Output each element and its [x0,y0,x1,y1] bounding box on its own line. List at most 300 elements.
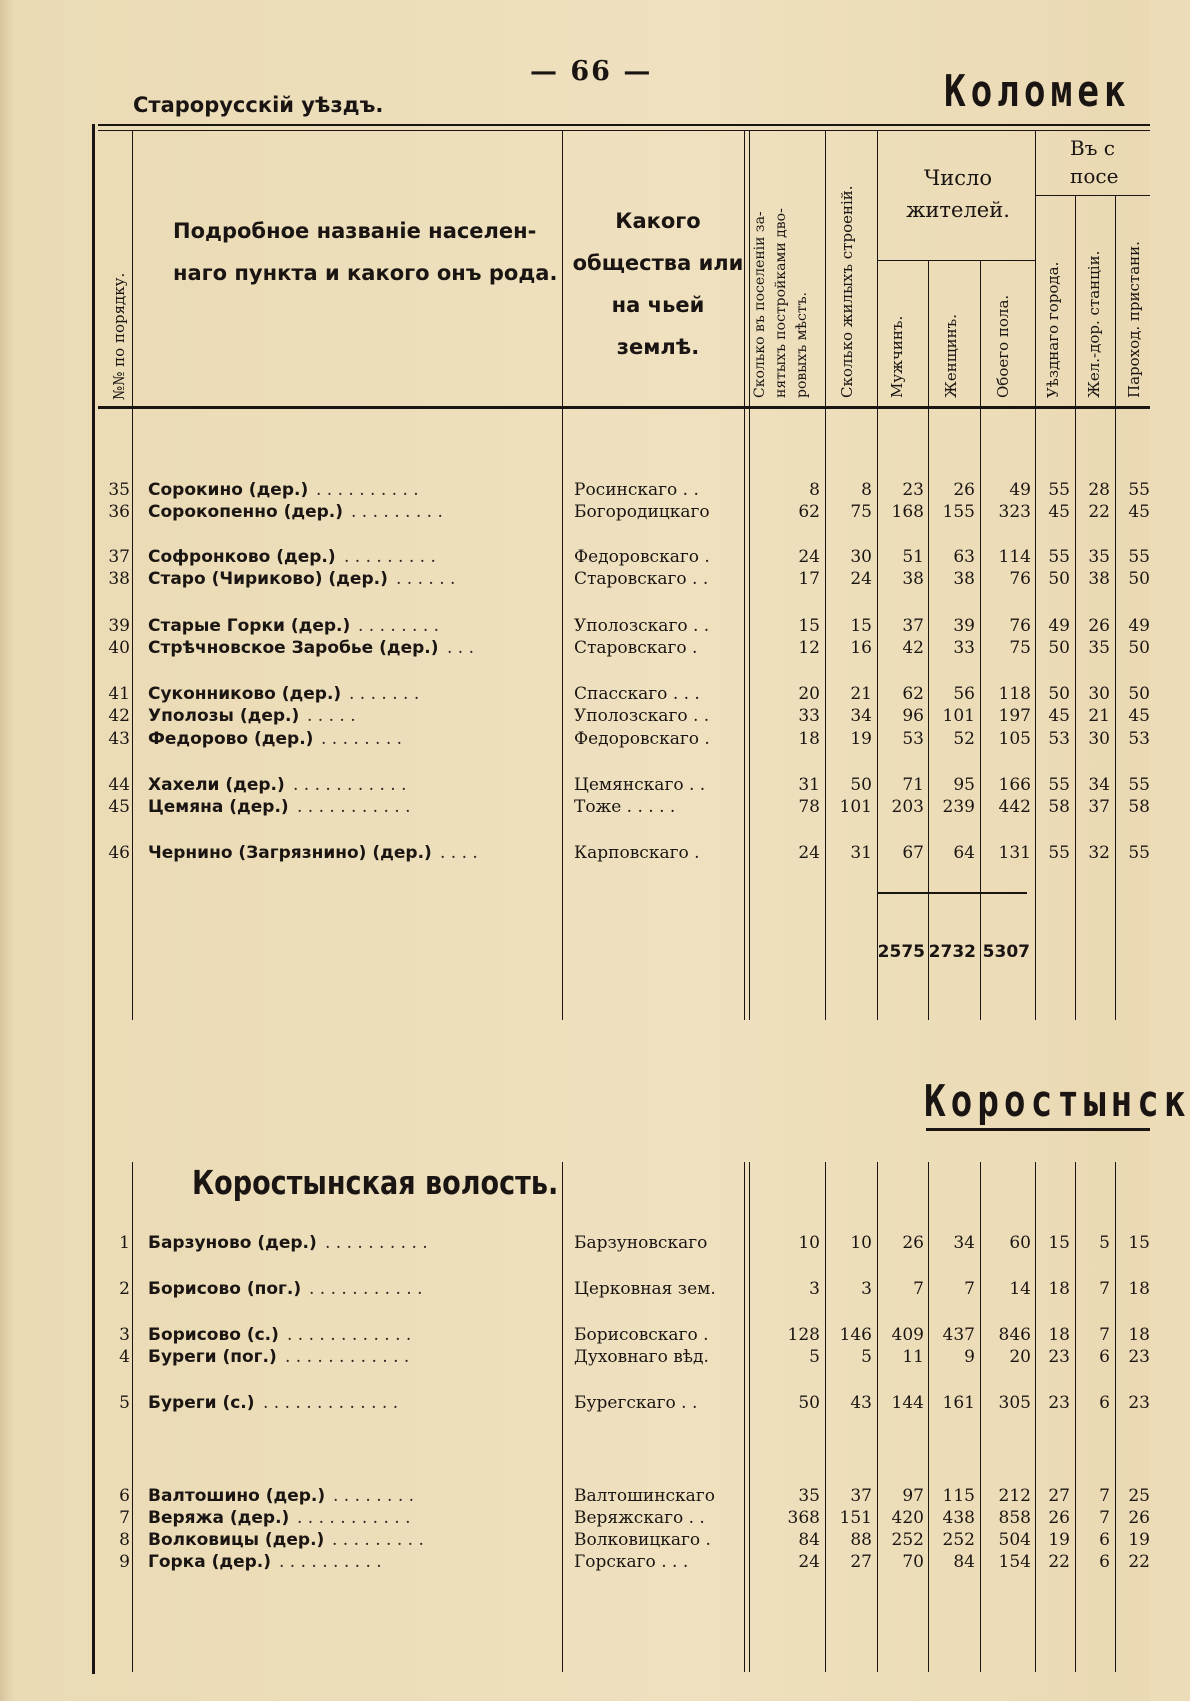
cell-m: 409 [891,1325,924,1345]
volost-heading-underline [926,1128,1150,1131]
cell-h: 128 [787,1325,820,1345]
cell-d1: 55 [1048,843,1070,863]
cell-w: 33 [953,638,975,658]
cell-d3: 45 [1128,502,1150,522]
society-name: Старовскаго . [574,638,698,658]
distance-subrule [1035,195,1150,196]
society-name: Уполозскаго . . [574,616,710,636]
cell-d1: 55 [1048,775,1070,795]
cell-b: 88 [850,1530,872,1550]
settlement-name: Борисово (пог.) [148,1279,302,1299]
header-bottom-rule [98,406,1150,409]
table-row [0,1347,1150,1369]
society-name: Тоже . . . . . [574,797,676,817]
row-number: 42 [108,706,130,726]
header-both: Обоего пола. [994,294,1012,398]
cell-h: 78 [798,797,820,817]
cell-d3: 18 [1128,1325,1150,1345]
cell-m: 252 [891,1530,924,1550]
row-number: 35 [108,480,130,500]
header-num: №№ по порядку. [110,272,128,400]
cell-d2: 21 [1088,706,1110,726]
settlement-name: Старо (Чириково) (дер.) [148,569,388,589]
leader-dots: . . . . . . . . . . . . . [263,1393,399,1413]
cell-t: 76 [1009,616,1031,636]
cell-h: 368 [787,1508,820,1528]
cell-w: 101 [942,706,975,726]
header-households: Сколько въ поселеніи за- нятыхъ постройками дво- ровыхъ мѣстъ. [752,208,810,398]
cell-h: 20 [798,684,820,704]
society-name: Федоровскаго . [574,729,710,749]
cell-t: 305 [998,1393,1031,1413]
row-number: 8 [119,1530,130,1550]
cell-d1: 19 [1048,1530,1070,1550]
cell-d3: 15 [1128,1233,1150,1253]
cell-d3: 25 [1128,1486,1150,1506]
cell-b: 3 [861,1279,872,1299]
cell-d1: 50 [1048,638,1070,658]
header-rail: Жел.-дор. станціи. [1085,250,1103,398]
cell-b: 151 [839,1508,872,1528]
settlement-name: Волковицы (дер.) [148,1530,325,1550]
cell-t: 166 [998,775,1031,795]
table-row [0,616,1150,638]
cell-w: 437 [942,1325,975,1345]
cell-d2: 26 [1088,616,1110,636]
cell-b: 5 [861,1347,872,1367]
society-name: Федоровскаго . [574,547,710,567]
cell-h: 24 [798,547,820,567]
cell-m: 67 [902,843,924,863]
cell-h: 10 [798,1233,820,1253]
cell-d3: 58 [1128,797,1150,817]
row-number: 45 [108,797,130,817]
row-number: 36 [108,502,130,522]
society-name: Валтошинскаго [574,1486,715,1506]
leader-dots: . . . . . . . . [358,616,440,636]
cell-t: 323 [998,502,1031,522]
cell-w: 95 [953,775,975,795]
society-name: Цемянскаго . . [574,775,706,795]
cell-b: 34 [850,706,872,726]
cell-w: 39 [953,616,975,636]
settlement-name: Сорокопенно (дер.) [148,502,344,522]
table-row [0,480,1150,502]
cell-t: 858 [998,1508,1031,1528]
row-number: 1 [119,1233,130,1253]
col-line-9 [1075,195,1076,1020]
settlement-name: Стрѣчновское Заробье (дер.) [148,638,439,658]
cell-d1: 55 [1048,547,1070,567]
settlement-name: Старые Горки (дер.) [148,616,351,636]
society-name: Волковицкаго . [574,1530,711,1550]
settlement-name: Цемяна (дер.) [148,797,289,817]
settlement-name: Валтошино (дер.) [148,1486,326,1506]
cell-h: 5 [809,1347,820,1367]
cell-b: 24 [850,569,872,589]
cell-h: 33 [798,706,820,726]
cell-t: 212 [998,1486,1031,1506]
cell-w: 64 [953,843,975,863]
cell-m: 26 [902,1233,924,1253]
cell-w: 7 [964,1279,975,1299]
section-title-korostynskaya: Коростынская волость. [192,1163,559,1202]
cell-d3: 55 [1128,843,1150,863]
cell-d3: 26 [1128,1508,1150,1528]
table-row [0,775,1150,797]
row-number: 43 [108,729,130,749]
table-top-rule-thin [98,130,1150,131]
society-name: Уполозскаго . . [574,706,710,726]
cell-b: 50 [850,775,872,795]
society-name: Веряжскаго . . [574,1508,705,1528]
header-distance: Въ с посе [1070,136,1119,188]
settlement-name: Чернино (Загрязнино) (дер.) [148,843,432,863]
total-women: 2732 [928,942,976,962]
settlement-name: Веряжа (дер.) [148,1508,290,1528]
table-row [0,706,1150,728]
cell-t: 75 [1009,638,1031,658]
table-row [0,638,1150,660]
cell-t: 14 [1009,1279,1031,1299]
cell-w: 155 [942,502,975,522]
cell-h: 35 [798,1486,820,1506]
cell-m: 420 [891,1508,924,1528]
table-row [0,1393,1150,1415]
cell-t: 846 [998,1325,1031,1345]
settlement-name: Барзуново (дер.) [148,1233,317,1253]
cell-w: 239 [942,797,975,817]
cell-d2: 34 [1088,775,1110,795]
district-title: Старорусскій уѣздъ. [133,93,384,117]
cell-b: 21 [850,684,872,704]
cell-m: 97 [902,1486,924,1506]
leader-dots: . . . . . . . . . . . [297,797,411,817]
cell-d3: 45 [1128,706,1150,726]
leader-dots: . . . . . [307,706,356,726]
row-number: 7 [119,1508,130,1528]
cell-b: 10 [850,1233,872,1253]
cell-m: 62 [902,684,924,704]
leader-dots: . . . . . . . [349,684,420,704]
cell-d2: 37 [1088,797,1110,817]
header-name: Подробное названіе населен- наго пункта и какого онъ рода. [173,219,558,285]
leader-dots: . . . . . . . . [333,1486,415,1506]
society-name: Карповскаго . [574,843,700,863]
cell-d2: 32 [1088,843,1110,863]
volost-heading-top: Коломек [944,66,1131,117]
table-row [0,1325,1150,1347]
society-name: Старовскаго . . [574,569,709,589]
cell-b: 15 [850,616,872,636]
cell-d1: 45 [1048,706,1070,726]
cell-d2: 7 [1099,1279,1110,1299]
cell-w: 63 [953,547,975,567]
cell-h: 18 [798,729,820,749]
settlement-name: Буреги (пог.) [148,1347,277,1367]
cell-d2: 35 [1088,547,1110,567]
cell-w: 438 [942,1508,975,1528]
cell-t: 118 [998,684,1031,704]
cell-m: 38 [902,569,924,589]
cell-m: 51 [902,547,924,567]
cell-d3: 55 [1128,775,1150,795]
cell-w: 26 [953,480,975,500]
cell-w: 56 [953,684,975,704]
cell-d3: 18 [1128,1279,1150,1299]
cell-d2: 7 [1099,1325,1110,1345]
cell-d1: 45 [1048,502,1070,522]
row-number: 44 [108,775,130,795]
cell-b: 146 [839,1325,872,1345]
row-number: 4 [119,1347,130,1367]
table-row [0,1552,1150,1574]
header-pier: Пароход. пристани. [1125,241,1143,398]
cell-t: 114 [998,547,1031,567]
cell-d3: 50 [1128,638,1150,658]
cell-w: 161 [942,1393,975,1413]
table-row [0,684,1150,706]
row-number: 2 [119,1279,130,1299]
total-both: 5307 [982,942,1030,962]
settlement-name: Сорокино (дер.) [148,480,309,500]
cell-m: 11 [902,1347,924,1367]
row-number: 41 [108,684,130,704]
settlement-name: Уполозы (дер.) [148,706,300,726]
cell-m: 53 [902,729,924,749]
society-name: Барзуновскаго [574,1233,708,1253]
cell-d2: 7 [1099,1486,1110,1506]
cell-d1: 49 [1048,616,1070,636]
cell-d3: 50 [1128,569,1150,589]
cell-m: 37 [902,616,924,636]
cell-h: 31 [798,775,820,795]
leader-dots: . . . . . . . . [321,729,403,749]
cell-d2: 35 [1088,638,1110,658]
volost-heading-mid: Коростынск [924,1076,1190,1127]
cell-m: 7 [913,1279,924,1299]
settlement-name: Борисово (с.) [148,1325,279,1345]
cell-b: 101 [839,797,872,817]
settlement-name: Хахели (дер.) [148,775,285,795]
cell-d3: 55 [1128,547,1150,567]
header-town: Уѣзднаго города. [1044,261,1062,398]
row-number: 3 [119,1325,130,1345]
table-row [0,729,1150,751]
table-row [0,569,1150,591]
cell-d2: 6 [1099,1530,1110,1550]
cell-m: 144 [891,1393,924,1413]
cell-h: 84 [798,1530,820,1550]
settlement-name: Софронково (дер.) [148,547,336,567]
cell-w: 9 [964,1347,975,1367]
left-border [92,124,95,1674]
header-society: Какого общества или на чьей землѣ. [572,209,744,359]
leader-dots: . . . . . . . . . . [316,480,419,500]
cell-m: 23 [902,480,924,500]
cell-w: 252 [942,1530,975,1550]
cell-t: 49 [1009,480,1031,500]
cell-d1: 15 [1048,1233,1070,1253]
cell-d3: 50 [1128,684,1150,704]
total-men: 2575 [877,942,925,962]
cell-h: 62 [798,502,820,522]
cell-d3: 55 [1128,480,1150,500]
cell-b: 31 [850,843,872,863]
header-buildings: Сколько жилыхъ строеній. [838,185,856,398]
cell-d2: 6 [1099,1393,1110,1413]
table-top-rule [98,124,1150,126]
cell-t: 105 [998,729,1031,749]
cell-d1: 18 [1048,1279,1070,1299]
society-name: Спасскаго . . . [574,684,700,704]
society-name: Горскаго . . . [574,1552,689,1572]
cell-d2: 22 [1088,502,1110,522]
society-name: Церковная зем. [574,1279,716,1299]
page-number: — 66 — [530,56,653,87]
row-number: 39 [108,616,130,636]
settlement-name: Буреги (с.) [148,1393,255,1413]
totals-rule [877,892,1027,894]
cell-m: 203 [891,797,924,817]
header-men: Мужчинъ. [888,315,906,398]
header-inhabitants: Число жителей. [906,166,1010,222]
leader-dots: . . . . . . . . . . [279,1552,382,1572]
table-row [0,1486,1150,1508]
table-row [0,843,1150,865]
cell-m: 70 [902,1552,924,1572]
cell-t: 20 [1009,1347,1031,1367]
row-number: 40 [108,638,130,658]
table-row [0,1279,1150,1301]
society-name: Духовнаго вѣд. [574,1347,709,1367]
cell-d2: 6 [1099,1552,1110,1572]
leader-dots: . . . . . . . . . [332,1530,424,1550]
cell-h: 50 [798,1393,820,1413]
cell-d1: 23 [1048,1347,1070,1367]
cell-b: 19 [850,729,872,749]
cell-m: 71 [902,775,924,795]
leader-dots: . . . . . . . . . . . . [285,1347,410,1367]
cell-w: 115 [942,1486,975,1506]
cell-d1: 50 [1048,569,1070,589]
row-number: 46 [108,843,130,863]
table-row [0,502,1150,524]
leader-dots: . . . . . . . . . . . [309,1279,423,1299]
cell-b: 75 [850,502,872,522]
cell-w: 84 [953,1552,975,1572]
cell-d1: 50 [1048,684,1070,704]
cell-t: 60 [1009,1233,1031,1253]
cell-t: 76 [1009,569,1031,589]
leader-dots: . . . . . . . . . . . [293,775,407,795]
cell-w: 38 [953,569,975,589]
society-name: Борисовскаго . [574,1325,709,1345]
leader-dots: . . . . . . . . . . . [297,1508,411,1528]
row-number: 6 [119,1486,130,1506]
cell-w: 52 [953,729,975,749]
cell-d1: 55 [1048,480,1070,500]
leader-dots: . . . . [440,843,478,863]
table-row [0,797,1150,819]
cell-d1: 23 [1048,1393,1070,1413]
table-row [0,1233,1150,1255]
row-number: 5 [119,1393,130,1413]
settlement-name: Федорово (дер.) [148,729,314,749]
cell-w: 34 [953,1233,975,1253]
cell-d1: 22 [1048,1552,1070,1572]
cell-h: 12 [798,638,820,658]
cell-h: 3 [809,1279,820,1299]
society-name: Росинскаго . . [574,480,699,500]
cell-h: 8 [809,480,820,500]
settlement-name: Горка (дер.) [148,1552,272,1572]
cell-d2: 6 [1099,1347,1110,1367]
cell-b: 37 [850,1486,872,1506]
cell-d3: 19 [1128,1530,1150,1550]
leader-dots: . . . [447,638,475,658]
cell-t: 154 [998,1552,1031,1572]
cell-b: 16 [850,638,872,658]
cell-m: 42 [902,638,924,658]
cell-d1: 58 [1048,797,1070,817]
cell-d1: 18 [1048,1325,1070,1345]
cell-d3: 53 [1128,729,1150,749]
cell-d2: 28 [1088,480,1110,500]
cell-t: 504 [998,1530,1031,1550]
cell-t: 442 [998,797,1031,817]
table-row [0,1508,1150,1530]
row-number: 9 [119,1552,130,1572]
cell-t: 131 [998,843,1031,863]
cell-d1: 53 [1048,729,1070,749]
leader-dots: . . . . . . . . . [351,502,443,522]
table-row [0,1530,1150,1552]
cell-d2: 5 [1099,1233,1110,1253]
leader-dots: . . . . . . . . . . [325,1233,428,1253]
cell-d2: 30 [1088,684,1110,704]
cell-m: 96 [902,706,924,726]
table-row [0,547,1150,569]
cell-h: 24 [798,1552,820,1572]
row-number: 38 [108,569,130,589]
settlement-name: Суконниково (дер.) [148,684,342,704]
leader-dots: . . . . . . . . . . . . [287,1325,412,1345]
cell-d1: 27 [1048,1486,1070,1506]
cell-m: 168 [891,502,924,522]
society-name: Богородицкаго [574,502,710,522]
cell-b: 43 [850,1393,872,1413]
leader-dots: . . . . . . [396,569,456,589]
cell-b: 30 [850,547,872,567]
cell-d3: 22 [1128,1552,1150,1572]
cell-d2: 7 [1099,1508,1110,1528]
cell-d1: 26 [1048,1508,1070,1528]
cell-d3: 23 [1128,1393,1150,1413]
cell-t: 197 [998,706,1031,726]
cell-d2: 38 [1088,569,1110,589]
cell-b: 8 [861,480,872,500]
cell-d3: 49 [1128,616,1150,636]
header-women: Женщинъ. [942,314,960,398]
society-name: Бурегскаго . . [574,1393,698,1413]
cell-d3: 23 [1128,1347,1150,1367]
inhabitants-subrule [877,260,1035,261]
col-line-10 [1115,195,1116,1020]
cell-h: 24 [798,843,820,863]
row-number: 37 [108,547,130,567]
leader-dots: . . . . . . . . . [344,547,436,567]
